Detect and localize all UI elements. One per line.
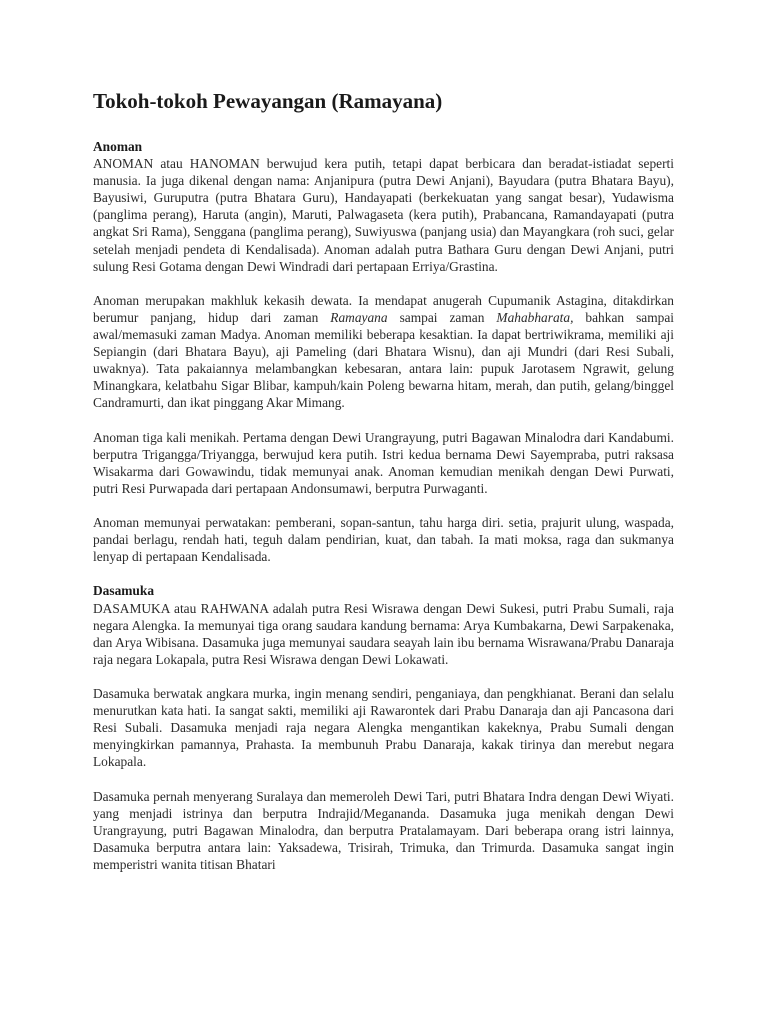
paragraph-text: Anoman merupakan makhluk kekasih dewata. Ia mendapat anugerah Cupumanik Astagina, ditakdirkan berumur panjang, hidup dari zaman <box>93 292 674 325</box>
section-heading: Anoman <box>93 139 143 154</box>
document-page <box>93 88 674 890</box>
paragraph-text: bahkan sampai awal/memasuki zaman Madya. Anoman memiliki beberapa kesaktian. Ia dapat bertriwikrama, memiliki aji Sepiangin (dari Bhatara Bayu), aji Pameling (dari Bhatara Wisnu), dan aji Mundri (dari Resi Subali, uwaknya). Tata pakaiannya melambangkan kebesaran, antara lain: pupuk Jarotasem Ngrawit, gelung Minangkara, kelatbahu Sigar Blibar, kampuh/kain Poleng bewarna hitam, merah, dan putih, gelang/binggel Candramurti, dan ikat pinggang Akar Mimang. <box>93 309 674 411</box>
section-dasamuka <box>93 582 674 873</box>
paragraph: ANOMAN atau HANOMAN berwujud kera putih, tetapi dapat berbicara dan beradat-istiadat seperti manusia. Ia juga dikenal dengan nama: Anjanipura (putra Dewi Anjani), Bayudara (putra Bhatara Bayu), Bayusiwi, Guruputra (putra Bhatara Guru), Handayapati (berkekuatan yang sangat besar), Yudawisma (panglima perang), Haruta (angin), Maruti, Palwagaseta (kera putih), Prabancana, Ramandayapati (putra angkat Sri Rama), Senggana (panglima perang), Suwiyuswa (panjang usia) dan Mayangkara (roh suci, gelar setelah menjadi pendeta di Kendalisada). Anoman adalah putra Bathara Guru dengan Dewi Anjani, putri sulung Resi Gotama dengan Dewi Windradi dari pertapaan Erriya/Grastina. <box>93 156 674 274</box>
paragraph: Anoman tiga kali menikah. Pertama dengan Dewi Urangrayung, putri Bagawan Minalodra dari Kandabumi. berputra Trigangga/Triyangga, berwujud kera putih. Istri kedua bernama Dewi Sayempraba, putri raksasa Wisakarma dari Gowawindu, tidak memunyai anak. Anoman kemudian menikah dengan Dewi Purwati, putri Resi Purwapada dari pertapaan Andonsumawi, berputra Purwaganti. <box>93 429 674 496</box>
document-title: Tokoh-tokoh Pewayangan (Ramayana) <box>93 89 443 113</box>
section-anoman <box>93 138 674 565</box>
italic-term: Ramayana <box>330 309 388 325</box>
paragraph: DASAMUKA atau RAHWANA adalah putra Resi Wisrawa dengan Dewi Sukesi, putri Prabu Sumali, raja negara Alengka. Ia memunyai tiga orang saudara kandung bernama: Arya Kumbakarna, Dewi Sarpakenaka, dan Arya Wibisana. Dasamuka juga memunyai saudara seayah lain ibu bernama Wisrawana/Prabu Danaraja raja negara Lokapala, putra Resi Wisrawa dengan Dewi Lokawati. <box>93 600 674 667</box>
paragraph <box>93 292 674 412</box>
paragraph-text: sampai zaman <box>387 309 497 325</box>
italic-term: Mahabharata, <box>496 309 574 325</box>
paragraph: Dasamuka berwatak angkara murka, ingin menang sendiri, penganiaya, dan pengkhianat. Berani dan selalu menurutkan kata hati. Ia sangat sakti, memiliki aji Rawarontek dari Prabu Danaraja dan aji Pancasona dari Resi Subali. Dasamuka menjadi raja negara Alengka mengantikan kakeknya, Prabu Sumali dengan menyingkirkan pamannya, Prahasta. Ia membunuh Prabu Danaraja, kakak tirinya dan merebut negara Lokapala. <box>93 686 674 770</box>
paragraph: Anoman memunyai perwatakan: pemberani, sopan-santun, tahu harga diri. setia, prajurit ulung, waspada, pandai berlagu, rendah hati, teguh dalam pendirian, kuat, dan tabah. Ia mati moksa, raga dan sukmanya lenyap di pertapaan Kendalisada. <box>93 515 674 565</box>
section-heading: Dasamuka <box>93 583 155 599</box>
paragraph: Dasamuka pernah menyerang Suralaya dan memeroleh Dewi Tari, putri Bhatara Indra dengan Dewi Wiyati. yang menjadi istrinya dan berputra Indrajid/Megananda. Dasamuka juga menikah dengan Dewi Urangrayung, putri Bagawan Minalodra, dan berputra Pratalamayam. Dari beberapa orang istri lainnya, Dasamuka berputra antara lain: Yaksadewa, Trisirah, Trimuka, dan Trimurda. Dasamuka sangat ingin memperistri wanita titisan Bhatari <box>93 788 674 872</box>
